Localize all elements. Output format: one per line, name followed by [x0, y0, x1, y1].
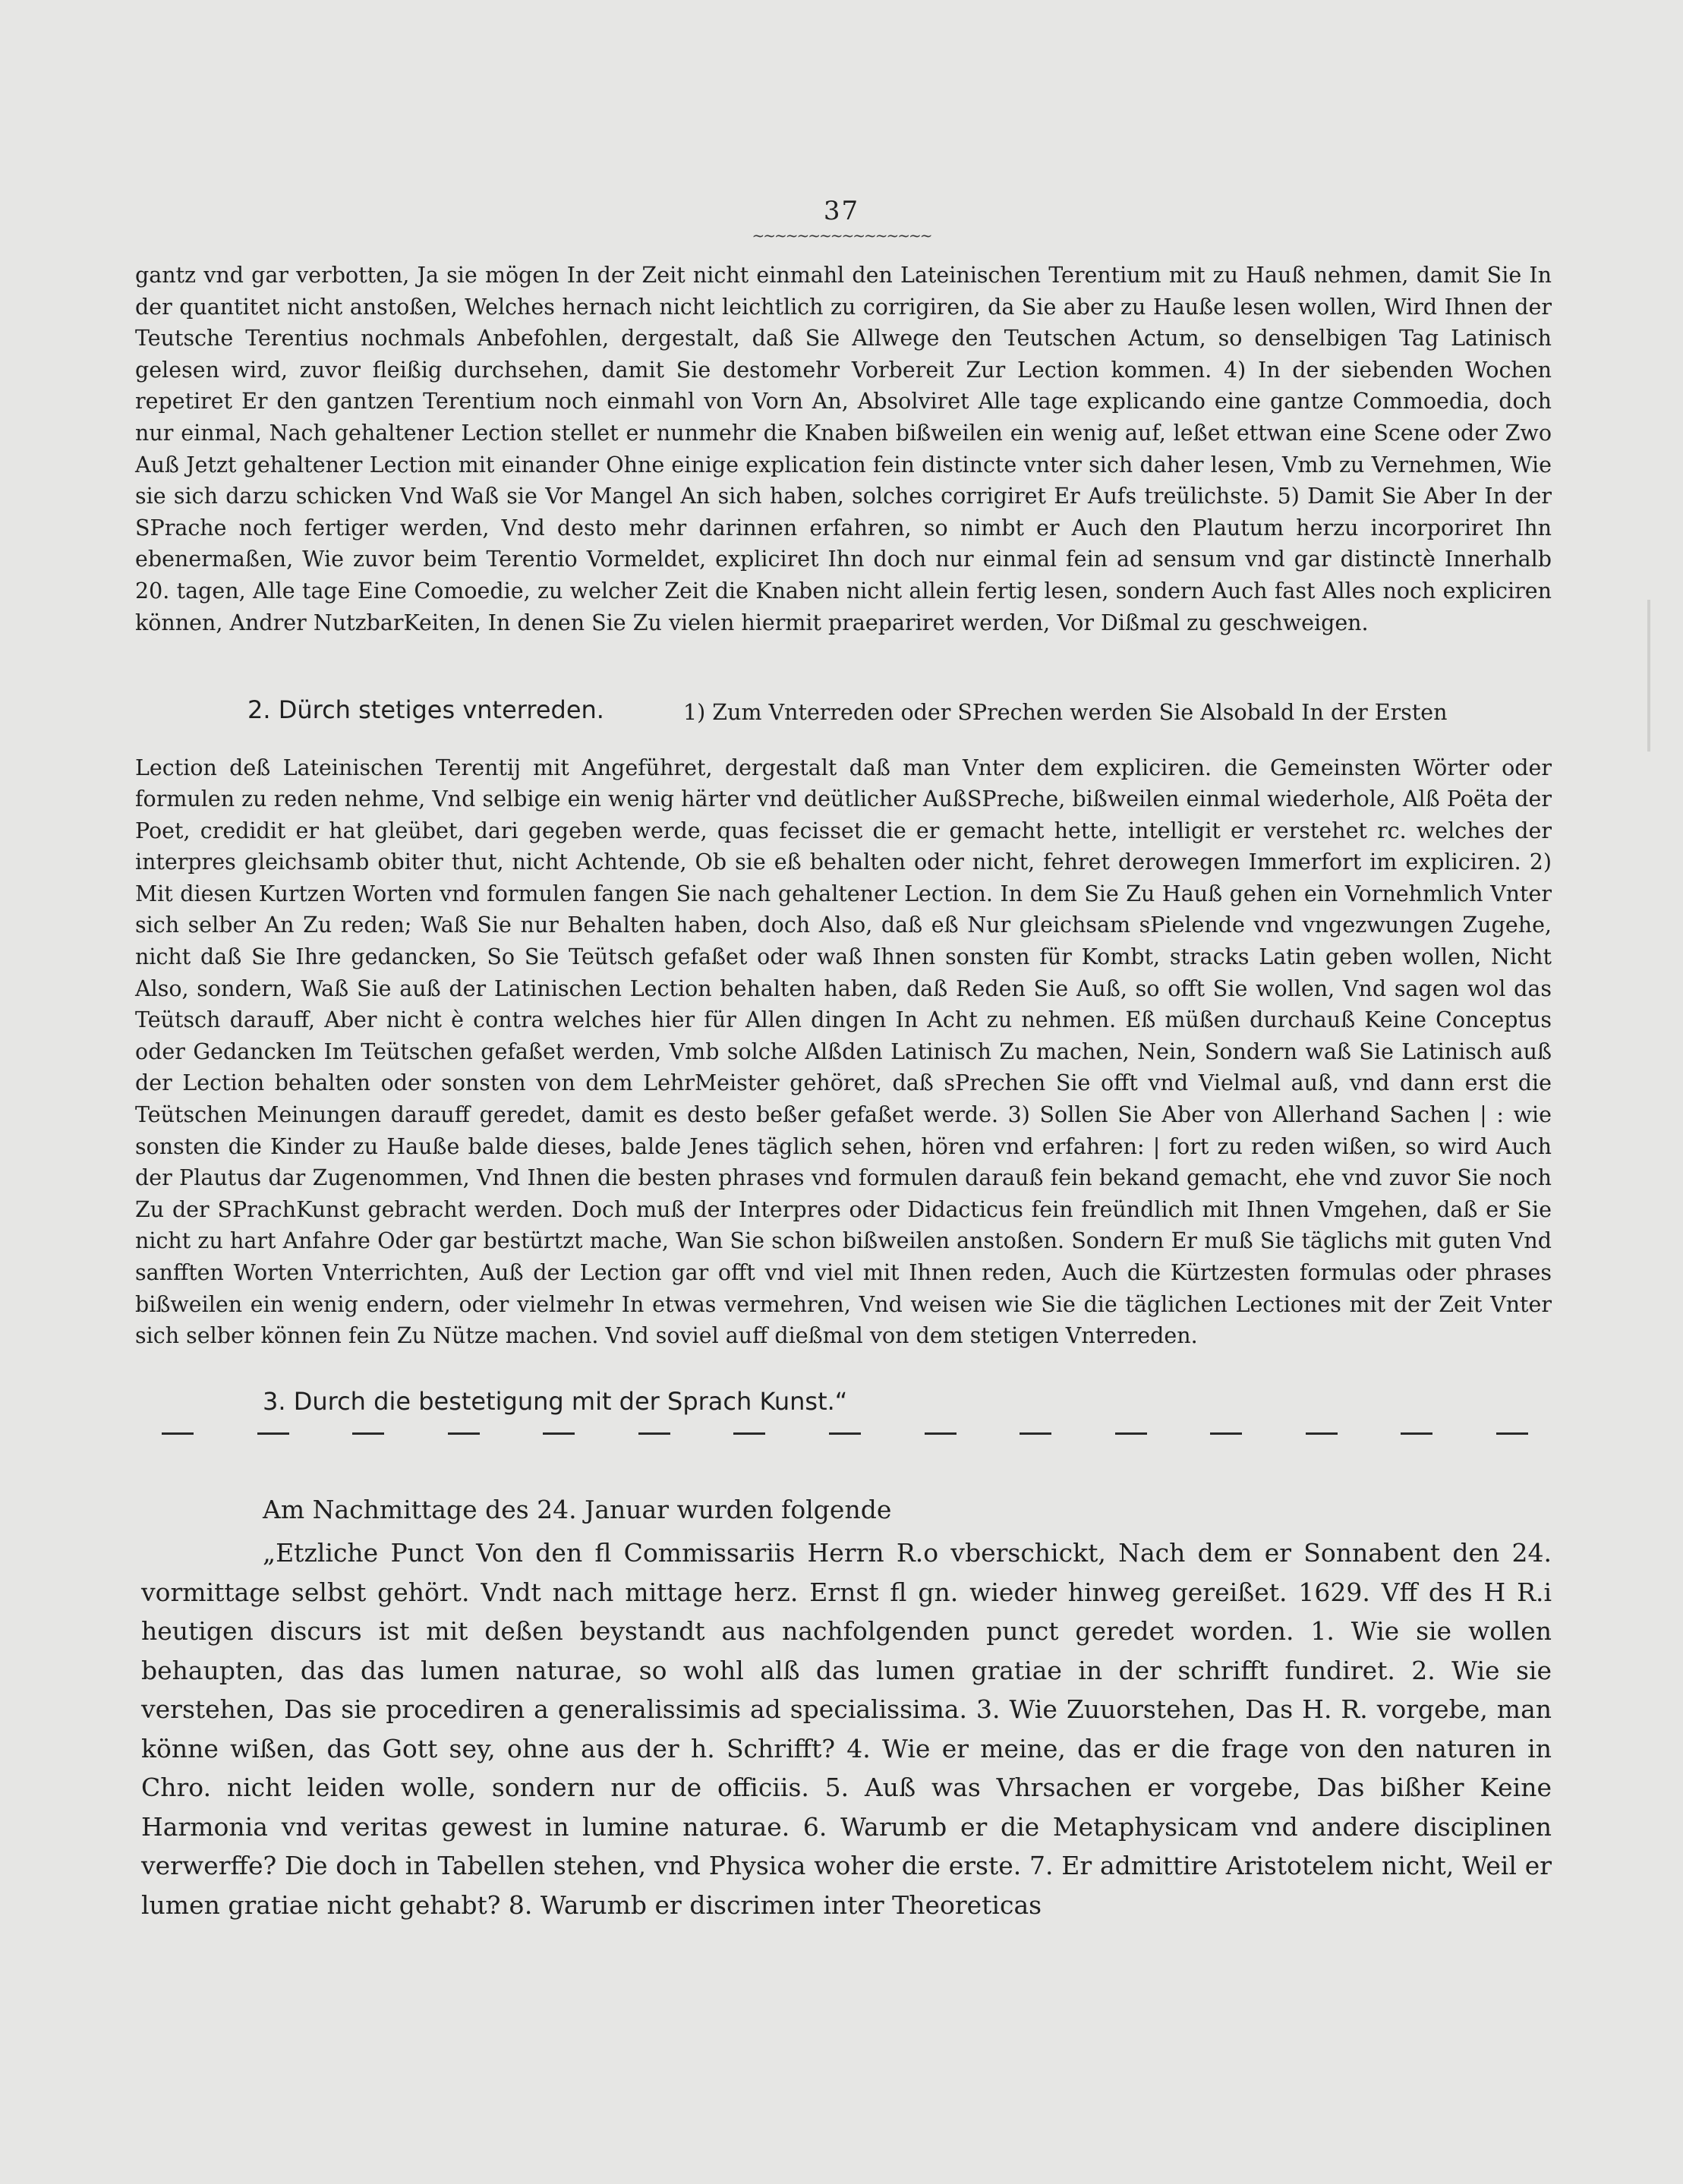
- paragraph-terentius: [135, 260, 1552, 638]
- section-heading-2: 2. Dürch stetiges vnterreden.: [247, 695, 604, 724]
- paragraph-commissariis: [141, 1533, 1552, 1924]
- paragraph-unterreden: [135, 730, 1552, 1373]
- section-heading-3: 3. Durch die bestetigung mit der Sprach Kunst.“: [263, 1387, 848, 1416]
- intro-line: Am Nachmittage des 24. Januar wurden folgende: [263, 1495, 892, 1524]
- dash-separator: [162, 1432, 1528, 1435]
- page-edge-shadow: [1647, 600, 1650, 752]
- ornament-divider: ~~~~~~~~~~~~~~~~: [752, 226, 931, 244]
- paragraph-1-text: gantz vnd gar verbotten, Ja sie mögen In der Zeit nicht einmahl den Lateinischen Terentium mit zu Hauß nehmen, damit Sie In der quantitet nicht anstoßen, Welches hernach nicht leichtlich zu corrigiren, da Sie aber zu Hauße lesen wollen, Wird Ihnen der Teutsche Terentius nochmals Anbefohlen, dergestalt, daß Sie Allwege den Teutschen Actum, so denselbigen Tag Latinisch gelesen wird, zuvor fleißig durchsehen, damit Sie destomehr Vorbereit Zur Lection kommen. 4) In der siebenden Wochen repetiret Er den gantzen Terentium noch einmahl von Vorn An, Absolviret Alle tage explicando eine gantze Commoedia, doch nur einmal, Nach gehaltener Lection stellet er nunmehr die Knaben bißweilen ein wenig auf, leßet ettwan eine Scene oder Zwo Auß Jetzt gehaltener Lection mit einander Ohne einige explication fein distincte vnter sich daher lesen, Vmb zu Vernehmen, Wie sie sich darzu schicken Vnd Waß sie Vor Mangel An sich haben, solches corrigiret Er Aufs treülichste. 5) Damit Sie Aber In der SPrache noch fertiger werden, Vnd desto mehr darinnen erfahren, so nimbt er Auch den Plautum herzu incorporiret Ihn ebenermaßen, Wie zuvor beim Terentio Vormeldet, expliciret Ihn doch nur einmal fein ad sensum vnd gar distinctè Innerhalb 20. tagen, Alle tage Eine Comoedie, zu welcher Zeit die Knaben nicht allein fertig lesen, sondern Auch fast Alles noch expliciren können, Andrer NutzbarKeiten, In denen Sie Zu vielen hiermit praepariret werden, Vor Dißmal zu geschweigen.: [135, 263, 1552, 635]
- paragraph-3-text: „Etzliche Punct Von den fl Commissariis Herrn R.o vberschickt, Nach dem er Sonnabent den 24. vormittage selbst gehört. Vndt nach mittage herz. Ernst fl gn. wieder hinweg gereißet. 1629. Vff des H R.i heutigen discurs ist mit deßen beystandt aus nachfolgenden punct geredet worden. 1. Wie sie wollen behaupten, das das lumen naturae, so wohl alß das lumen gratiae in der schrifft fundiret. 2. Wie sie verstehen, Das sie procediren a generalissimis ad specialissima. 3. Wie Zuuorstehen, Das H. R. vorgebe, man könne wißen, das Gott sey, ohne aus der h. Schrifft? 4. Wie er meine, das er die frage von den naturen in Chro. nicht leiden wolle, sondern nur de officiis. 5. Auß was Vhrsachen er vorgebe, Das bißher Keine Harmonia vnd veritas gewest in lumine naturae. 6. Warumb er die Metaphysicam vnd andere disciplinen verwerffe? Die doch in Tabellen stehen, vnd Physica woher die erste. 7. Er admittire Aristotelem nicht, Weil er lumen gratiae nicht gehabt? 8. Warumb er discrimen inter Theoreticas: [141, 1538, 1552, 1920]
- page-number: 37: [823, 196, 860, 226]
- section-2-first-line: 1) Zum Vnterreden oder SPrechen werden Sie Alsobald In der Ersten: [683, 700, 1448, 725]
- paragraph-2-text: Lection deß Lateinischen Terentij mit Angeführet, dergestalt daß man Vnter dem expliciren. die Gemeinsten Wörter oder formulen zu reden nehme, Vnd selbige ein wenig härter vnd deütlicher AußSPreche, bißweilen einmal wiederhole, Alß Poëta der Poet, credidit er hat gleübet, dari gegeben werde, quas fecisset die er gemacht hette, intelligit er verstehet rc. welches der interpres gleichsamb obiter thut, nicht Achtende, Ob sie eß behalten oder nicht, fehret derowegen Immerfort im expliciren. 2) Mit diesen Kurtzen Worten vnd formulen fangen Sie nach gehaltener Lection. In dem Sie Zu Hauß gehen ein Vornehmlich Vnter sich selber An Zu reden; Waß Sie nur Behalten haben, doch Also, daß eß Nur gleichsam sPielende vnd vngezwungen Zugehe, nicht daß Sie Ihre gedancken, So Sie Teütsch gefaßet oder waß Ihnen sonsten für Kombt, stracks Latin geben wollen, Nicht Also, sondern, Waß Sie auß der Latinischen Lection behalten haben, daß Reden Sie Auß, so offt Sie wollen, Vnd sagen wol das Teütsch darauff, Aber nicht è contra welches hier für Allen dingen In Acht zu nehmen. Eß müßen durchauß Keine Conceptus oder Gedancken Im Teütschen gefaßet werden, Vmb solche Alßden Latinisch Zu machen, Nein, Sondern waß Sie Latinisch auß der Lection behalten oder sonsten von dem LehrMeister gehöret, daß sPrechen Sie offt vnd Vielmal auß, vnd dann erst die Teütschen Meinungen darauff geredet, damit es desto beßer gefaßet werde. 3) Sollen Sie Aber von Allerhand Sachen | : wie sonsten die Kinder zu Hauße balde dieses, balde Jenes täglich sehen, hören vnd erfahren: | fort zu reden wißen, so wird Auch der Plautus dar Zugenommen, Vnd Ihnen die besten phrases vnd formulen darauß fein bekand gemacht, ehe vnd zuvor Sie noch Zu der SPrachKunst gebracht werden. Doch muß der Interpres oder Didacticus fein freündlich mit Ihnen Vmgehen, daß er Sie nicht zu hart Anfahre Oder gar bestürtzt mache, Wan Sie schon bißweilen anstoßen. Sondern Er muß Sie täglichs mit guten Vnd sanfften Worten Vnterrichten, Auß der Lection gar offt vnd viel mit Ihnen reden, Auch die Kürtzesten formulas oder phrases bißweilen ein wenig endern, oder vielmehr In etwas vermehren, Vnd weisen wie Sie die täglichen Lectiones mit der Zeit Vnter sich selber können fein Zu Nütze machen. Vnd soviel auff dießmal von dem stetigen Vnterreden.: [135, 755, 1552, 1349]
